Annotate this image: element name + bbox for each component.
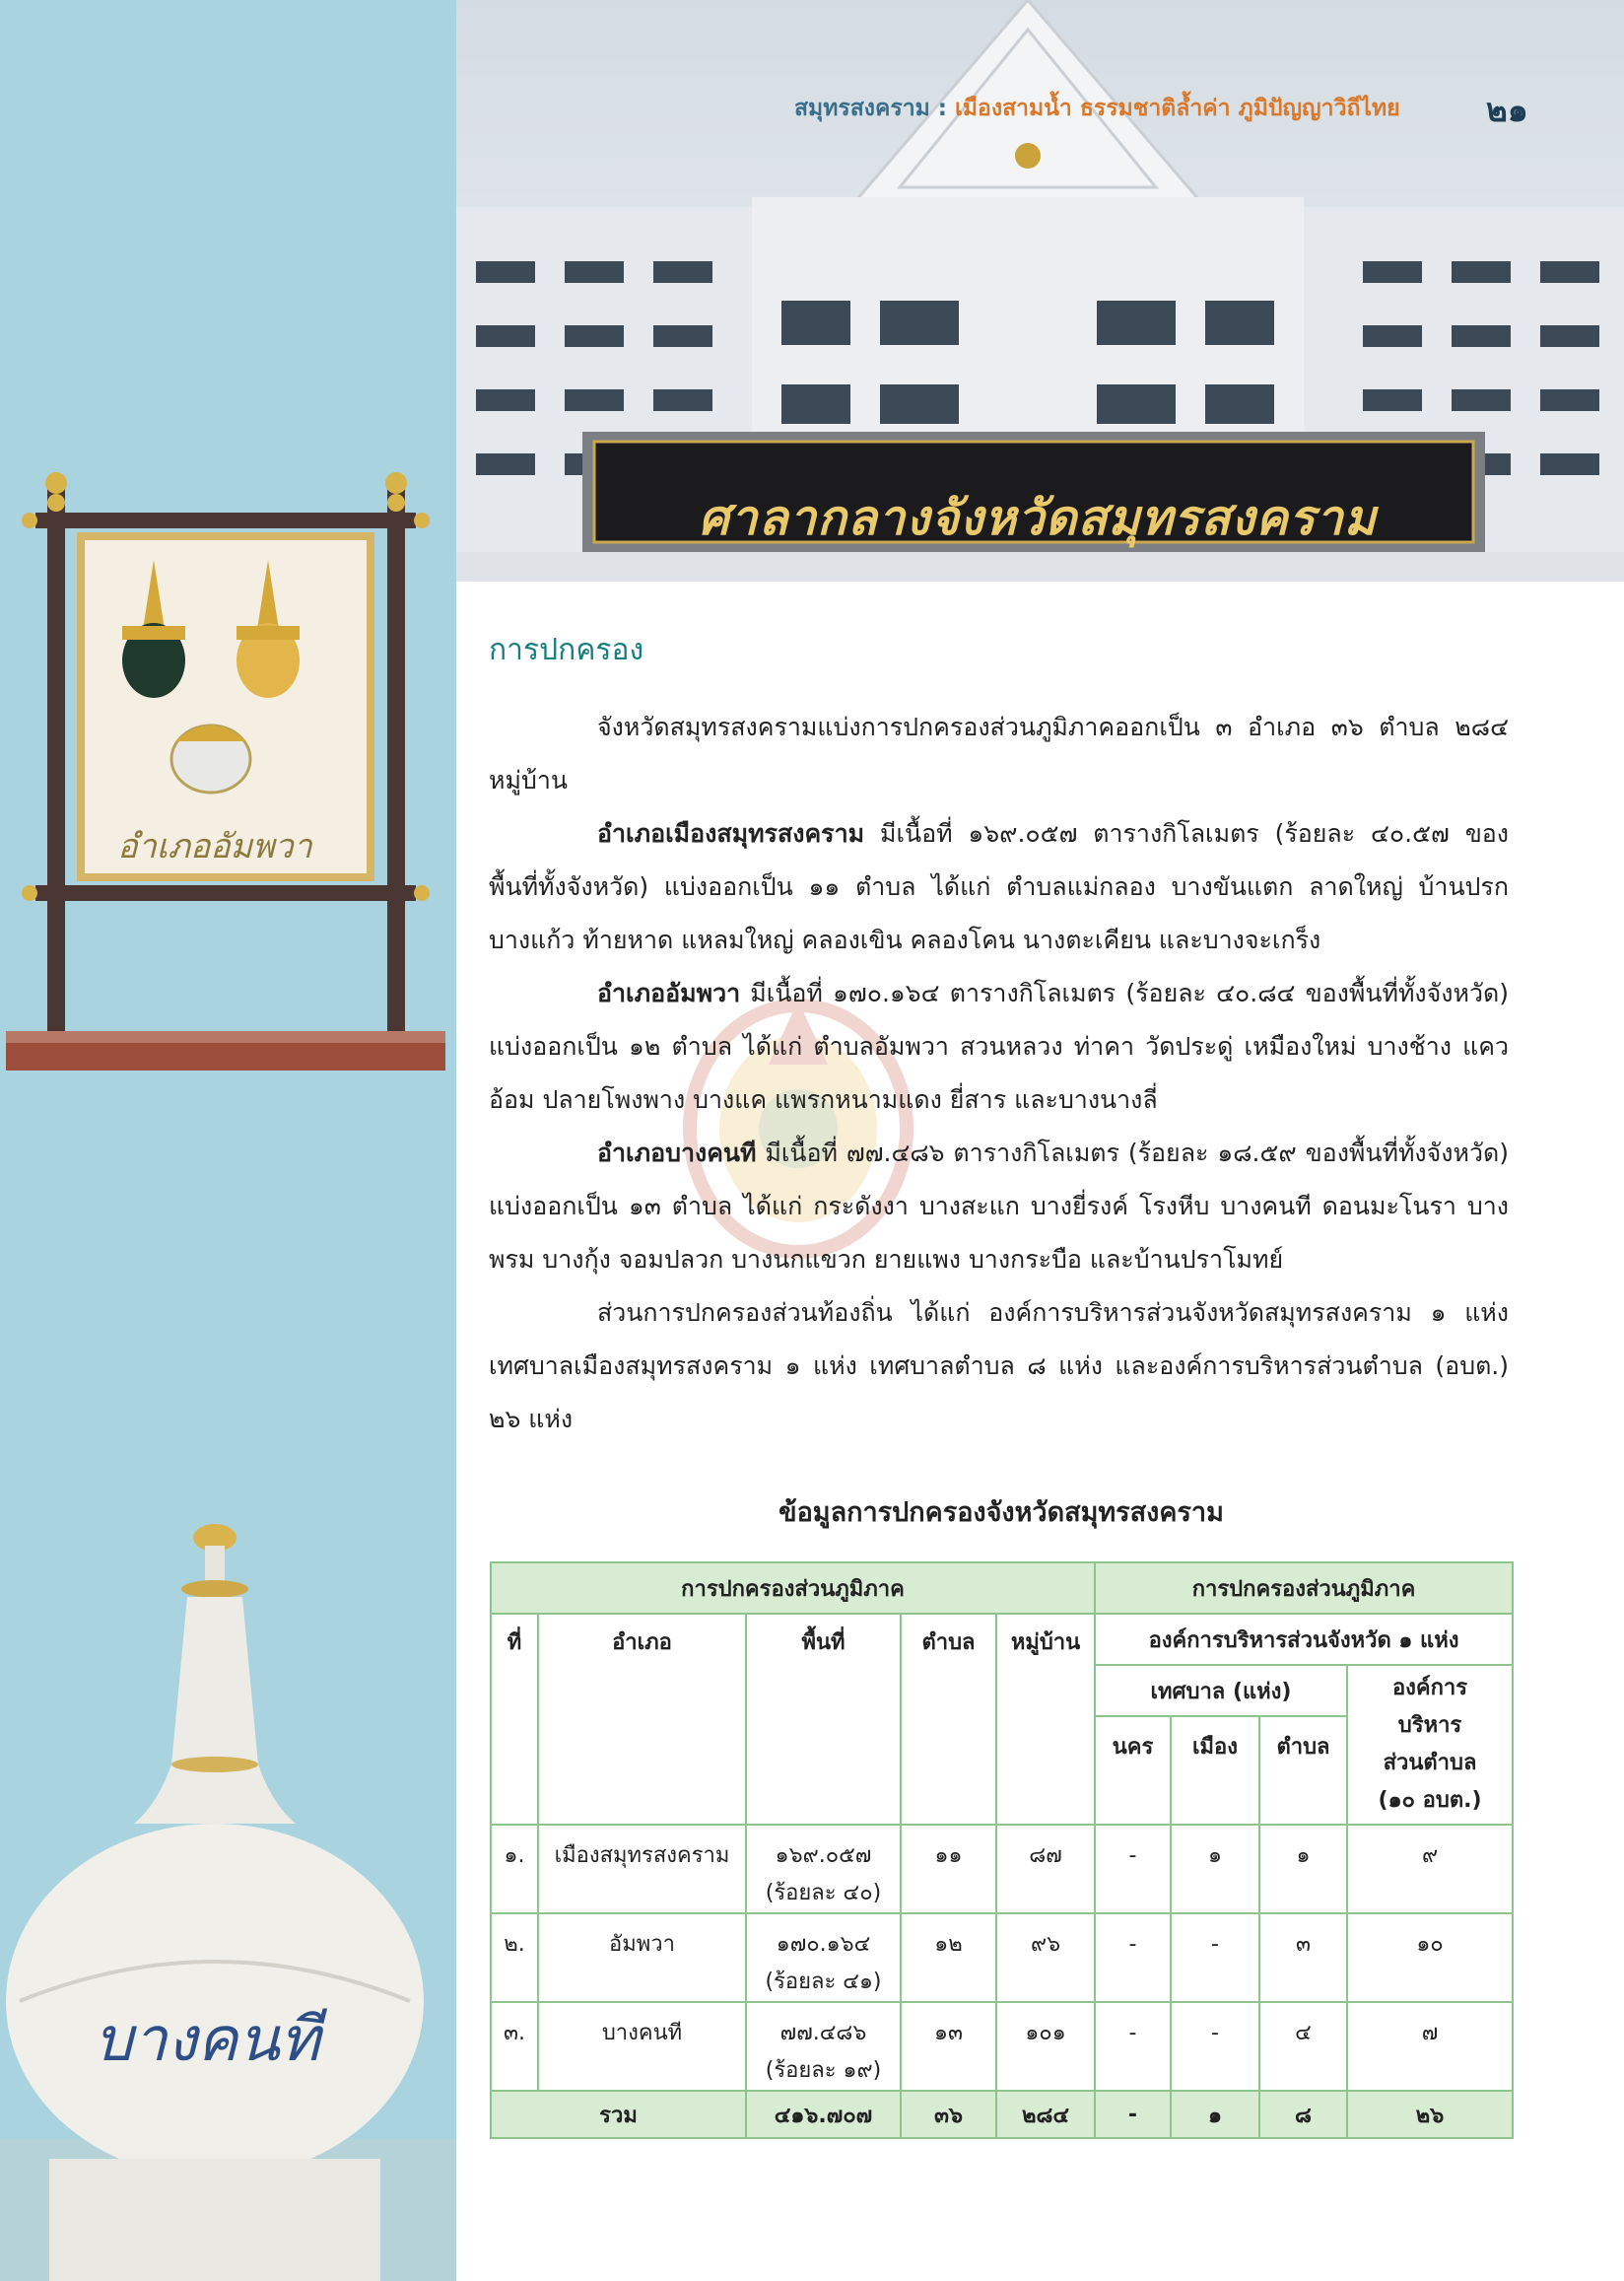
cell-city: - [1095, 1825, 1171, 1913]
cell-town: - [1171, 2002, 1259, 2091]
table-total-row [491, 2091, 1513, 2138]
cell-subdistrict: ๑ [1259, 1825, 1347, 1913]
cell-district: เมืองสมุทรสงคราม [538, 1825, 746, 1913]
total-tao: ๒๖ [1347, 2091, 1513, 2138]
district-sign-lettering: อำเภออัมพวา [117, 827, 312, 866]
total-village: ๒๘๔ [996, 2091, 1095, 2138]
book-subtitle: เมืองสามน้ำ ธรรมชาติล้ำค่า ภูมิปัญญาวิถีไทย [955, 96, 1400, 121]
book-title: สมุทรสงคราม : [794, 96, 948, 121]
header-local-group: การปกครองส่วนภูมิภาค [1095, 1562, 1513, 1614]
cell-town: ๑ [1171, 1825, 1259, 1913]
header-no: ที่ [491, 1614, 538, 1825]
table-row [491, 2002, 1513, 2091]
district-name-bangkhonthi: อำเภอบางคนที [597, 1139, 757, 1167]
building-sign-text: ศาลากลางจังหวัดสมุทรสงคราม [698, 489, 1378, 546]
table-row [491, 1913, 1513, 2002]
cell-village: ๑๐๑ [996, 2002, 1095, 2091]
cell-area-pct: (ร้อยละ ๔๐) [765, 1881, 882, 1905]
district-sign-photo [6, 463, 445, 1079]
table-title: ข้อมูลการปกครองจังหวัดสมุทรสงคราม [778, 1497, 1224, 1528]
header-tao-line: ส่วนตำบล [1383, 1751, 1477, 1775]
cell-area [746, 1825, 901, 1913]
cell-area-pct: (ร้อยละ ๔๑) [765, 1970, 882, 1994]
urn-lettering: บางคนที [94, 2003, 320, 2075]
table-header-row [491, 1562, 1513, 1614]
page-number: ๒๑ [1486, 91, 1528, 129]
header-tao-line: (๑๐ อบต.) [1378, 1788, 1482, 1813]
cell-town: - [1171, 1913, 1259, 2002]
main-content [489, 613, 1509, 1446]
district-desc-amphawa: มีเนื้อที่ ๑๗๐.๑๖๔ ตารางกิโลเมตร (ร้อยละ ๔๐.๘๔ ของพื้นที่ทั้งจังหวัด) แบ่งออกเป็น ๑๒ ตำบล ได้แก่ ตำบลอัมพวา สวนหลวง ท่าคา วัดประดู่ เหมืองใหม่ บางช้าง แควอ้อม ปลายโพงพาง บางแค แพรกหนามแดง ยี่สาร และบางนางลี่ [489, 979, 1509, 1114]
running-header [794, 91, 1400, 126]
cell-area-value: ๗๗.๔๘๖ [779, 2021, 867, 2045]
header-municipality: เทศบาล (แห่ง) [1095, 1665, 1347, 1716]
header-area: พื้นที่ [746, 1614, 901, 1825]
cell-area-value: ๑๗๐.๑๖๔ [776, 1932, 871, 1957]
header-village: หมู่บ้าน [996, 1614, 1095, 1825]
bangkhonthi-urn-photo [0, 1508, 456, 2281]
cell-no: ๒. [491, 1913, 538, 2002]
total-subdistrict: ๘ [1259, 2091, 1347, 2138]
cell-tao: ๑๐ [1347, 1913, 1513, 2002]
header-tao-line: องค์การ [1391, 1676, 1468, 1700]
total-town: ๑ [1171, 2091, 1259, 2138]
district-name-mueang: อำเภอเมืองสมุทรสงคราม [597, 819, 865, 848]
cell-area [746, 1913, 901, 2002]
paragraph-mueang [489, 807, 1509, 967]
header-tao-line: บริหาร [1397, 1713, 1462, 1738]
paragraph-local-government: ส่วนการปกครองส่วนท้องถิ่น ได้แก่ องค์การบริหารส่วนจังหวัดสมุทรสงคราม ๑ แห่ง เทศบาลเมืองสมุทรสงคราม ๑ แห่ง เทศบาลตำบล ๘ แห่ง และองค์การบริหารส่วนตำบล (อบต.) ๒๖ แห่ง [489, 1298, 1509, 1433]
sidebar-panel [0, 0, 456, 2281]
district-desc-mueang: มีเนื้อที่ ๑๖๙.๐๕๗ ตารางกิโลเมตร (ร้อยละ ๔๐.๕๗ ของพื้นที่ทั้งจังหวัด) แบ่งออกเป็น ๑๑ ตำบล ได้แก่ ตำบลแม่กลอง บางขันแตก ลาดใหญ่ บ้านปรก บางแก้ว ท้ายหาด แหลมใหญ่ คลองเขิน คลองโคน นางตะเคียน และบางจะเกร็ง [489, 819, 1509, 954]
header-regional-group: การปกครองส่วนภูมิภาค [491, 1562, 1095, 1614]
cell-district: อัมพวา [538, 1913, 746, 2002]
total-tambon: ๓๖ [901, 2091, 996, 2138]
header-tambon: ตำบล [901, 1614, 996, 1825]
table-header-row [491, 1614, 1513, 1665]
paragraph-bangkhonthi [489, 1127, 1509, 1286]
cell-city: - [1095, 2002, 1171, 2091]
cell-area-value: ๑๖๙.๐๕๗ [775, 1843, 872, 1868]
cell-subdistrict: ๔ [1259, 2002, 1347, 2091]
cell-city: - [1095, 1913, 1171, 2002]
district-desc-bangkhonthi: มีเนื้อที่ ๗๗.๔๘๖ ตารางกิโลเมตร (ร้อยละ ๑๘.๕๙ ของพื้นที่ทั้งจังหวัด) แบ่งออกเป็น ๑๓ ตำบล ได้แก่ กระดังงา บางสะแก บางยี่รงค์ โรงหีบ บางคนที ดอนมะโนรา บางพรม บางกุ้ง จอมปลวก บางนกแขวก ยายแพง บางกระบือ และบ้านปราโมทย์ [489, 1139, 1509, 1274]
header-tao [1347, 1665, 1513, 1825]
header-town: เมือง [1171, 1716, 1259, 1825]
table-row [491, 1825, 1513, 1913]
cell-tambon: ๑๑ [901, 1825, 996, 1913]
header-city: นคร [1095, 1716, 1171, 1825]
cell-tambon: ๑๓ [901, 2002, 996, 2091]
cell-village: ๙๖ [996, 1913, 1095, 2002]
cell-area-pct: (ร้อยละ ๑๙) [765, 2058, 882, 2083]
total-area: ๔๑๖.๗๐๗ [746, 2091, 901, 2138]
section-heading: การปกครอง [489, 633, 644, 667]
paragraph-overview: จังหวัดสมุทรสงครามแบ่งการปกครองส่วนภูมิภาคออกเป็น ๓ อำเภอ ๓๖ ตำบล ๒๘๔ หมู่บ้าน [489, 713, 1509, 795]
district-name-amphawa: อำเภออัมพวา [597, 979, 741, 1007]
paragraph-amphawa [489, 967, 1509, 1127]
administration-table [490, 1561, 1514, 2139]
header-pao: องค์การบริหารส่วนจังหวัด ๑ แห่ง [1095, 1614, 1513, 1665]
header-subdistrict: ตำบล [1259, 1716, 1347, 1825]
cell-no: ๓. [491, 2002, 538, 2091]
cell-district: บางคนที [538, 2002, 746, 2091]
cell-tambon: ๑๒ [901, 1913, 996, 2002]
total-city: - [1095, 2091, 1171, 2138]
cell-tao: ๗ [1347, 2002, 1513, 2091]
cell-area [746, 2002, 901, 2091]
cell-village: ๘๗ [996, 1825, 1095, 1913]
total-label: รวม [491, 2091, 746, 2138]
cell-tao: ๙ [1347, 1825, 1513, 1913]
cell-subdistrict: ๓ [1259, 1913, 1347, 2002]
cell-no: ๑. [491, 1825, 538, 1913]
header-district: อำเภอ [538, 1614, 746, 1825]
